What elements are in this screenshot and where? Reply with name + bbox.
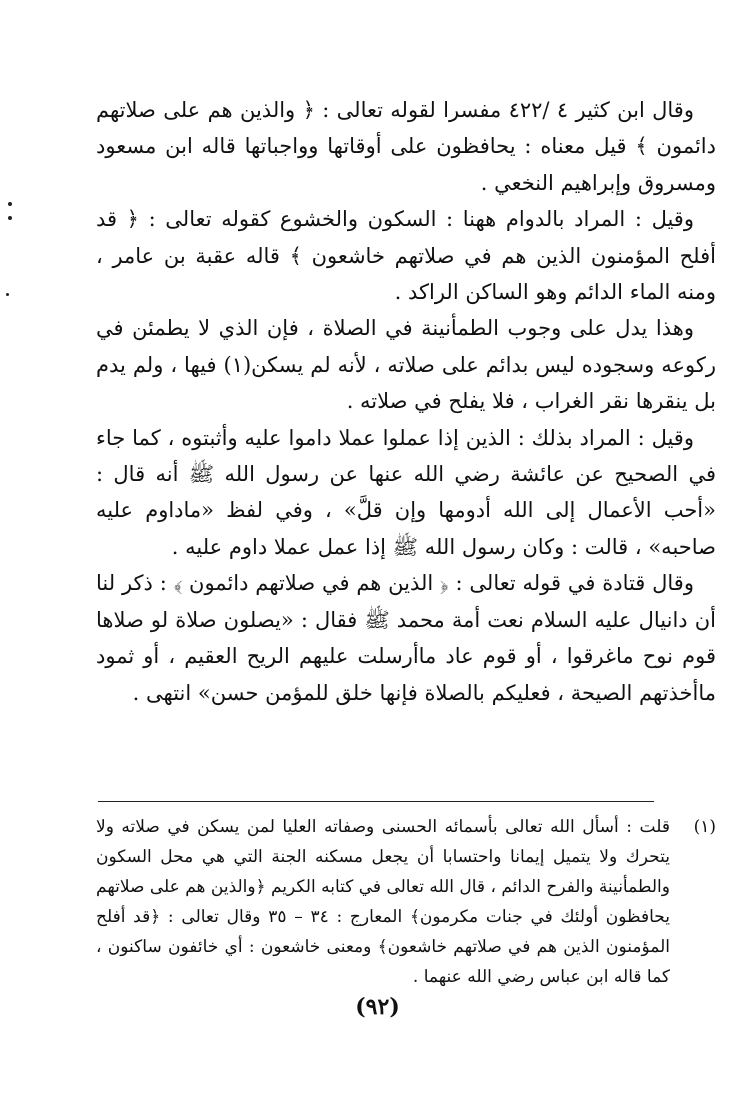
- footnote-divider: [98, 801, 654, 802]
- main-text: [96, 92, 716, 711]
- paragraph-5: وقال قتادة في قوله تعالى : ﴿ الذين هم في صلاتهم دائمون ﴾ : ذكر لنا أن دانيال عليه السلام نعت أمة محمد ﷺ فقال : «يصلون صلاة لو صلاها قوم نوح ماغرقوا ، أو قوم عاد ماأرسلت عليهم الريح العقيم ، أو ثمود ماأخذتهم الصيحة ، فعليكم بالصلاة فإنها خلق للمؤمن حسن» انتهى .: [96, 571, 716, 705]
- paragraph-1: وقال ابن كثير ٤ /٤٢٢ مفسرا لقوله تعالى : ﴿ والذين هم على صلاتهم دائمون ﴾ قيل معناه : يحافظون على أوقاتها وواجباتها قاله ابن مسعود ومسروق وإبراهيم النخعي .: [96, 98, 716, 195]
- footnote: [96, 812, 716, 992]
- page-number: (٩٢): [355, 994, 400, 1020]
- paragraph-2: وقيل : المراد بالدوام ههنا : السكون والخشوع كقوله تعالى : ﴿ قد أفلح المؤمنون الذين هم في صلاتهم خاشعون ﴾ قاله عقبة بن عامر ، ومنه الماء الدائم وهو الساكن الراكد .: [96, 207, 716, 305]
- footnote-text: قلت : أسأل الله تعالى بأسمائه الحسنى وصفاته العليا لمن يسكن في صلاته ولا يتحرك ولا يتميل إيمانا واحتسابا أن يجعل مسكنه الجنة التي هي محل السكون والطمأنينة والفرح الدائم ، قال الله تعالى في كتابه الكريم ﴿والذين هم على صلاتهم يحافظون أولئك في جنات مكرمون﴾ المعارج : ٣٤ – ٣٥ وقال تعالى : ﴿قد أفلح المؤمنون الذين هم في صلاتهم خاشعون﴾ ومعنى خاشعون : أي خائفون ساكنون ، كما قاله ابن عباس رضي الله عنهما .: [96, 817, 671, 987]
- footnote-number: (١): [693, 817, 716, 837]
- paragraph-3: وهذا يدل على وجوب الطمأنينة في الصلاة ، فإن الذي لا يطمئن في ركوعه وسجوده ليس بدائم على صلاته ، لأنه لم يسكن(١) فيها ، ولم يدم بل ينقرها نقر الغراب ، فلا يفلح في صلاته .: [96, 316, 717, 414]
- scan-dot-mark: [8, 216, 12, 220]
- paragraph-4: وقيل : المراد بذلك : الذين إذا عملوا عملا داموا عليه وأثبتوه ، كما جاء في الصحيح عن عائشة رضي الله عنها عن رسول الله ﷺ أنه قال : «أحب الأعمال إلى الله أدومها وإن قلَّ» ، وفي لفظ «مادا‌وم عليه صاحبه» ، قالت : وكان رسول الله ﷺ إذا عمل عملا داوم عليه .: [96, 425, 716, 559]
- scan-dot-mark: [8, 202, 12, 206]
- scan-dot-mark: [6, 293, 9, 296]
